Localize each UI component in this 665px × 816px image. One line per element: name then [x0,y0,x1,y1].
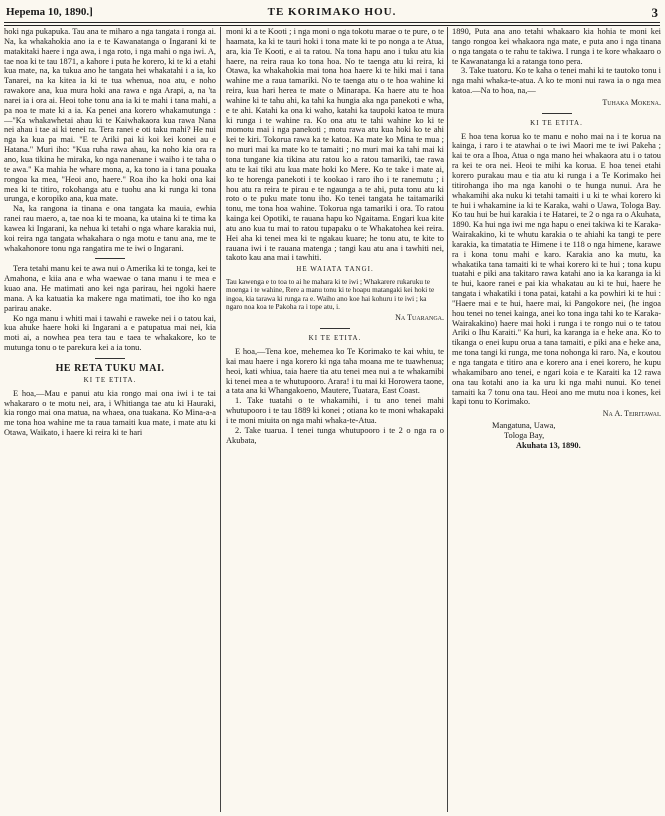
article-paragraph: hoki nga pukapuka. Tau ana te miharo a nga tangata i ronga ai. Na, ka whakahokia ano ia e te Kawanatanga o Ingarani ki te matakitaki haere i nga awa, i nga roto, i nga mahi o nga iwi. A, tae noa ki te tau 1871, a kahore i puta he korero, ki te ki a etahi kua mate, na, ka tukua ano he tangata hei whakatahi i a ia, ko Tanarei, na ka kitea ia ki te tua whenua, noa atu, e noho rawakore ana, kua mura hoki ana rawa e nga Arapi, a, na 'ta narei ia i ora ai. Heoi tohe tonu ana ia ki te mahi i tana mahi, a pa noa te mate ki a ia. Ka penei ana korero whakamutunga :—"Ka whakawhetai ahau ki te Kaiwhakaora kua rawa Nana nei ahau i tae ai ki tenei ra. Tera ranei e oti taku mahi? He nui nga ka kua pa mai. "E te Ariki pai ki koi kei konei au e Hatana." Muri iho: "Kua ruha rawa ahau, ka noho kia ora ra ano, kua tikina he miraka, ko nga nanenane i waiho i te taha o te awa." Ka mahia he whare mona, a, ka tono ia i tana pouaka rongoa ka mea, "Heoi ano, haere." Roa iho ka hoki ona kai mea ki te titiro, rokohanga atu e tuohu ana ki runga ki tona urunga, e koropiko ana, kua mate. [4,27,216,204]
article-paragraph: moni ki a te Kooti ; i nga moni o nga tokotu marae o te pure, o te haamata, ka ki te tauri hoki i tona mate ki te po nonga a te Atua, ara, kia Te Kooti, e ai ta ratou. Na tona hapu ano i tuku atu kia haere, na reira raua ko tona hoa. No te taenga atu ki reira, ki Otawa, ka whakahokia mai tona hoa haere ki te hiki mai i tana wahine me a raua tamariki. No te taenga atu o te hoa wahine ki reira, kua hari herea te mate o Minarapa. Ka haere atu te hoa wahine ki te tahu ahi, ka tahi ka hungia aka nga panekoti e wha, e te ahi. Katahi ka ona ki waho, katahi ka taupoki katoa te mura ki runga i te wahine ra. Ko ona atu te tahi wahine ko ki te momotu mai i nga panekoti ; motu rawa atu kua hoki ko te ahi kei te kiri. Tokorua rawa ka te katoa. Ka mate ko Mina te mua ; no muri mai ka mate ko te tamaiti ; no muri mai ka tahi mai ki tona tungane kia tikina atu ratou ko a ratou tamariki, tae rawa atu te kai tiki atu kua mate hoki ko Mere. Ko te take i mate ai, ko te horenga panekoti i te kookao i raro iho i te ranemutu ; i hou atu ra reira te pirau e te ngaunga a te ahi, puta tonu atu ki roto o te puku mate tonu iho. Ko tenei tangata he taitamariki tonu, me tona hoa wahine. Tokorua nga tamariki i ora. To ratou kainga kei Opotiki, te rauana hapu ko Ngaitama. Engari kua kite atu ano kua tu mai to ratou tupapaku o te Whakatohea kei reira. Hei aha ki tenei mea ki te ngakau kuare; he tonu atu, te kite to rauana iwi i te rauana matenga ; tangi kau atu ana i tawhiti nei, takoto kau ana mai i tawhiti. [226,27,444,263]
section-heading: HE RETA TUKU MAI. [55,363,165,374]
section-divider [95,358,125,359]
header-rule [4,22,660,26]
poem-verse: Tau kawenga e to toa to ai he mahara ki te iwi ; Whakarere rukaruku te moenga i te wahine, Rere a manu tonu ki te hoapu matangaki kei hoki te ingoa, kia tarawa ki runga ra e. Waiho ano koe hai kohuru i te iwi ; ka ngaro noa koa te Pakoha ra i tope atu, i. [226,278,435,311]
letter-paragraph: E hoa,—Mau e panui atu kia rongo mai ona iwi i te tai whakararo o te motu nei, ara, i Whitianga tae atu ki Hauraki, kia rongo mai ona matua, na whaea, ona tuakana. Ko Mina-a-a me tona hoa wahine me ta raua tamaiti kua mate, i mate atu ki Otawa, Waikato, i haere ki reira ki te hari [4,388,216,438]
column-3 [452,27,661,812]
section-divider [542,113,572,114]
section-subheading: KI TE ETITA. [83,375,137,384]
page-header [6,6,658,20]
author-signature: Tuhaka Mokena. [602,97,661,107]
column-divider [447,27,448,812]
letter-paragraph: 1890, Puta ana ano tetahi whakaaro kia hohia te moni kei tango rongoa kei whakaora nga mate, e puta ano i nga tinana o nga tangata o te rahu te takiwa. I runga i te kore whakaaro o te Kawanatanga ki a ratanga tono pera. [452,27,661,66]
author-signature: Na Tuaranga. [395,313,444,323]
section-subheading: KI TE ETITA. [530,118,583,127]
header-date: Hepema 10, 1890.] [6,6,93,18]
column-2 [226,27,444,812]
author-signature: Na A. Teiritawai. [602,409,661,419]
letter-paragraph: E hoa tena korua ko te manu e noho mai na i te korua na kainga, i raro i te atawhai o te iwi Maori me te iwi Pakeha ; kai te ora a Ihoa, Atua o nga mano hei whakaora atu i o tatou ra kei te ora nei. Heoi te mihi ka korua. E hoa tenei etahi korero purakau mau e tia atu ki runga i a Te Korimako hei titirohanga iho ma nga kanohi o te hunga nunui. Ara he whakamihi aka nuku ki tetahi tamaiti i u ki te whai korero ki te hui i whakamine ia ki te Karaka, wahi o Uawa, Tologa Bay. Ko tau hui be hui karakia i te Hatarei, te 2 o nga ra o Akuhata, 1890. Ka hui nga iwi me nga hapu o enei takiwa ki te Karaka-Wairakakino, ki te whutu karakia o te ahiahi ka tangi te pere karakia, ka timatatia te Himene i te 118 o nga himene, karawe ra i kona tonu mahi e karo. Karakia ano ka mutu, ka whakatika tana tamaiti ki te whai korero ki te hui ; tona kupu tuatahi e piki ana takitaro rawa katahi ano ia ka karanga ia ki te hui, kaore ranei e pai kia whakatau au ki te hui, haere he tangata i whakatiki i tona patai, katahi a ka powhiri ki te hui : "Haere mai e te hui, haere mai, ki Pangokore nei, (he ingoa hou tenei no tenei kainga, anei ko tona inga tahi ko te Karaka-Wairakakino) haere mai hoki i runga i te rongo nui o te tatou Ariki o Ihu Karaiti." Ka huri, ka karanga ia e heke ana. Ko to tikanga o enei kupu orua a tana tamaiti, e piki ana e heke ana, me tona tangi ki runga, me tona nohonga ki raro. Na, e koutou e nga tangata e titiro ana e korero ana i enei korero, he kupu whakamibaro ano tenei, e ngari koia e te Karaiti ka 12 rawa ona tau kotahi ano ia ka uru ki nga mahi nunui. Ko tenei tamaiti ka 7 tonu ona tau. Heoi ano me mutu noa i kones, kei kapi tonu to Korimako. [452,131,661,407]
page-number: 3 [651,5,658,20]
letter-paragraph: 1. Take tuatahi o te whakamihi, i tu ano tenei mahi whutupooro i te tau 1889 ki konei ; otiana ko te moni whakapaki i te moni miuita on nga mahi whaka-te-Atua. [226,396,444,425]
address-line: Tologa Bay, [504,430,545,440]
letter-paragraph: 2. Take tuarua. I tenei tunga whutupooro i te 2 o nga ra o Akubata, [226,425,444,445]
newspaper-title: TE KORIMAKO HOU. [267,6,397,18]
article-paragraph: Tera tetahi manu kei te awa nui o Amerika ki te tonga, kei te Amahona, e kiia ana e wha waewae o tana manu i te mea e kuao ana. He matimati ano kei nga parirau, hei ngoki haere mana. A ka katuatia ka makere nga matimati, toe iho ko nga parirau anake. [4,264,216,313]
column-divider [220,27,221,812]
poem-heading: HE WAIATA TANGI. [296,265,374,274]
address-date: Akuhata 13, 1890. [516,440,581,450]
letter-paragraph: E hoa,—Tena koe, mehemea ko Te Korimako te kai whiu, te kai mau haere i nga korero ki nga taha moana me te tuawhenua; heoi, kati whiua, taia haere tia atu tenei mea nui a te whakamibi ki tenei mea a te whutupooro. Arara! i tu mai ki Horowera taone, a tata ana ki Whangakoeno, Mautere, Tuatara, East Coast. [226,346,444,396]
article-paragraph: Ko nga manu i whiti mai i tawahi e raweke nei i o tatou kai, kua ahuke haere hoki ki Ingarani a e patupatua mai nei, kia moti ai, a nowhea pea tera tau e taea te whakakore, ko te mutunga tonu o te parekura kei a ia tonu. [4,313,216,353]
address-line: Mangatuna, Uawa, [492,421,556,431]
section-divider [95,258,125,259]
section-divider [320,328,350,329]
column-1 [4,27,216,812]
letter-paragraph: 3. Take tuatoru. Ko te kaha o tenei mahi ki te tautoko tonu i nga mahi whaka-te-atua. A ko te moni nui rawa ia o nga mea katoa.—Na to hoa, na,— [452,66,661,96]
article-paragraph: Na, ka rangona ia tinana e ona tangata ka mauia, ewhia ranei rau maero, a, tae noa ki te moana, ka utaina ki te tima ka kawea ki Ingarani, ka nehua ki tetahi o nga whare karakia nui, koi reira nga tangata whakahara o nga motu e tanu ana, me te whakahonore tonu nga rangatira me te iwi o Ingarani. [4,204,216,253]
section-subheading: KI TE ETITA. [308,334,362,343]
